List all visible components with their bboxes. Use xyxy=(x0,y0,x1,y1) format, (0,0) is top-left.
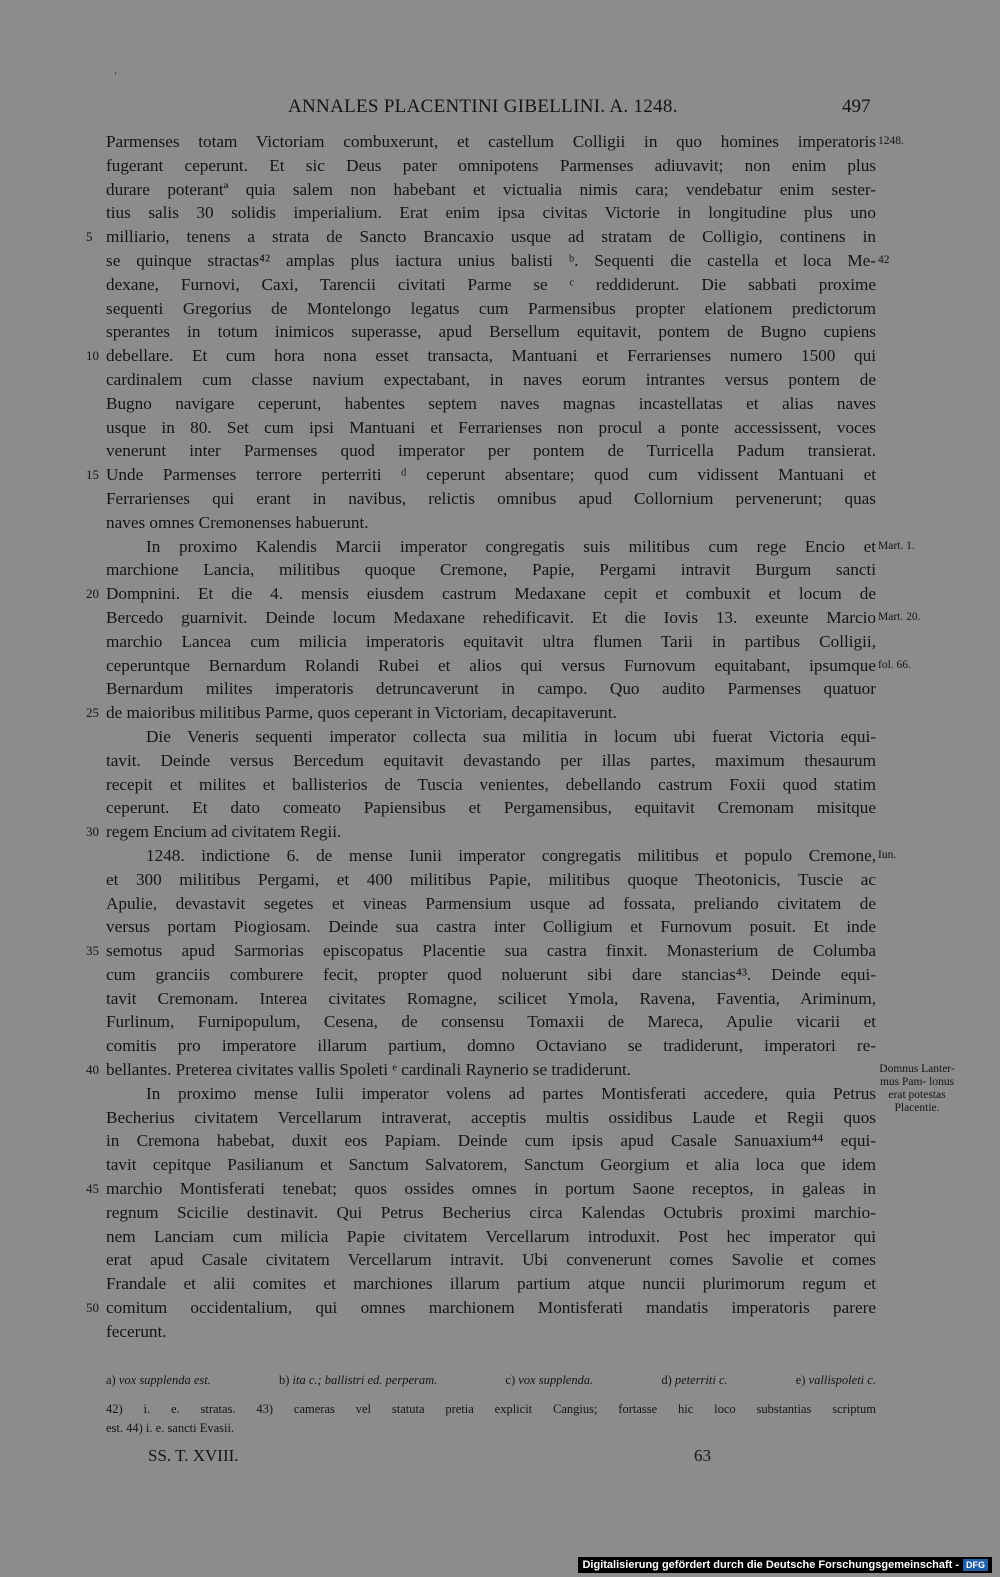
footnote-text: ita c.; ballistri ed. perperam. xyxy=(292,1373,438,1387)
running-head-title: ANNALES PLACENTINI GIBELLINI. A. 1248. xyxy=(288,96,678,117)
line-text: usque in 80. Set cum ipsi Mantuani et Ferrarienses non procul a ponte accessissent, voces xyxy=(106,417,876,437)
line-text: tavit Cremonam. Interea civitates Romagne, scilicet Ymola, Ravena, Faventia, Ariminum, xyxy=(106,988,876,1008)
text-line xyxy=(86,1058,876,1082)
footnote-label: b) xyxy=(278,1373,290,1387)
line-text: milliario, tenens a strata de Sancto Brancaxio usque ad stratam de Colligio, continens in xyxy=(106,227,876,247)
line-text: Ferrarienses qui erant in navibus, relictis omnibus apud Collornium pervenerunt; quas xyxy=(106,488,876,508)
line-text: nem Lanciam cum milicia Papie civitatem Vercellarum introduxit. Post hec imperator qui xyxy=(106,1226,876,1246)
footnote-text: peterriti c. xyxy=(674,1373,728,1387)
text-line xyxy=(86,1177,876,1201)
line-text: tavit cepitque Pasilianum et Sanctum Salvatorem, Sanctum Georgium et alia loca que idem xyxy=(106,1155,876,1175)
text-line xyxy=(106,844,876,868)
line-text: Die Veneris sequenti imperator collecta sua militia in locum ubi fuerat Victoria equi- xyxy=(146,726,876,746)
margin-note: 42 xyxy=(878,254,890,266)
footnote-item xyxy=(505,1370,593,1390)
digitization-credit xyxy=(578,1557,992,1573)
text-line xyxy=(106,297,876,321)
line-text: marchio Lancea cum milicia imperatoris equitavit ultra flumen Tarii in partibus Colligii, xyxy=(106,631,876,651)
footnote-text: vox supplenda. xyxy=(518,1373,594,1387)
text-line xyxy=(106,606,876,630)
line-number: 40 xyxy=(86,1062,99,1078)
line-text: fecerunt. xyxy=(106,1321,167,1341)
text-line xyxy=(106,178,876,202)
text-line xyxy=(106,1225,876,1249)
line-text: venerunt inter Parmenses quod imperator per pontem de Turricella Padum transierat. xyxy=(106,441,876,461)
footnote-item xyxy=(106,1370,211,1390)
line-text: bellantes. Preterea civitates vallis Spoleti ᵉ cardinali Raynerio se tradiderunt. xyxy=(106,1060,632,1080)
margin-note: fol. 66. xyxy=(878,658,911,671)
footnote-label: e) xyxy=(795,1373,806,1387)
margin-note: Mart. 1. xyxy=(878,539,915,552)
text-line xyxy=(106,201,876,225)
line-number: 35 xyxy=(86,943,99,959)
line-text: versus portam Piogiosam. Deinde sua castra inter Colligium et Furnovum posuit. Et inde xyxy=(106,917,876,937)
line-number: 30 xyxy=(86,824,99,840)
line-text: marchio Montisferati tenebat; quos ossides omnes in portum Saone receptos, in galeas in xyxy=(106,1179,876,1199)
text-line xyxy=(106,1010,876,1034)
margin-note: 1248. xyxy=(878,135,904,147)
line-text: in Cremona habebat, duxit eos Papiam. Deinde cum ipsis apud Casale Sanuaxium⁴⁴ equi- xyxy=(106,1131,876,1151)
line-number: 20 xyxy=(86,586,99,602)
text-line xyxy=(106,439,876,463)
text-line xyxy=(106,892,876,916)
line-text: ceperunt. Et dato comeato Papiensibus et Pergamensibus, equitavit Cremonam misitque xyxy=(106,798,876,818)
margin-note: Iun. xyxy=(878,849,897,861)
line-text: Bercedo guarnivit. Deinde locum Medaxane rehedificavit. Et die Iovis 13. exeunte Marcio xyxy=(106,607,876,627)
line-text: cum granciis comburere fecit, propter quod noluerunt sibi dare stancias⁴³. Deinde equi- xyxy=(106,964,876,984)
line-text: Bugno navigare ceperunt, habentes septem naves magnas incastellatas et alias naves xyxy=(106,393,876,413)
text-line xyxy=(106,130,876,154)
text-line xyxy=(106,963,876,987)
text-line xyxy=(106,725,876,749)
text-line xyxy=(86,939,876,963)
line-text: dexane, Furnovi, Caxi, Tarencii civitati Parme se ᶜ reddiderunt. Die sabbati proxime xyxy=(106,274,876,294)
main-text xyxy=(86,130,876,1344)
text-line xyxy=(106,249,876,273)
text-line xyxy=(106,1320,876,1344)
footnote-label: a) xyxy=(106,1373,116,1387)
page-number: 497 xyxy=(842,96,871,117)
numbered-footnote-line: 42) i. e. stratas. 43) cameras vel statuta pretia explicit Cangius; fortasse hic loco substantias scriptum xyxy=(106,1402,876,1416)
line-text: Furlinum, Furnipopulum, Cesena, de consensu Tomaxii de Mareca, Apulie vicarii et xyxy=(106,1012,876,1032)
line-number: 15 xyxy=(86,467,99,483)
text-line xyxy=(86,820,876,844)
text-line xyxy=(106,677,876,701)
line-text: fugerant ceperunt. Et sic Deus pater omnipotens Parmenses adiuvavit; non enim plus xyxy=(106,155,876,175)
line-text: tius salis 30 solidis imperialium. Erat enim ipsa civitas Victorie in longitudine plus uno xyxy=(106,203,876,223)
running-head xyxy=(0,96,1000,120)
line-text: debellare. Et cum hora nona esset transacta, Mantuani et Ferrarienses numero 1500 qui xyxy=(106,346,876,366)
line-text: Dompnini. Et die 4. mensis eiusdem castrum Medaxane cepit et combuxit et locum de xyxy=(106,584,876,604)
line-text: In proximo mense Iulii imperator volens ad partes Montisferati accedere, quia Petrus xyxy=(146,1083,876,1103)
letter-footnotes xyxy=(106,1370,876,1390)
footnote-text: vallispoleti c. xyxy=(808,1373,876,1387)
text-line xyxy=(106,1106,876,1130)
line-text: et 300 militibus Pergami, et 400 militibus Papie, militibus quoque Theotonicis, Tuscie ac xyxy=(106,869,876,889)
line-text: comitum occidentalium, qui omnes marchionem Montisferati mandatis imperatoris parere xyxy=(106,1298,876,1318)
footnote-text: vox supplenda est. xyxy=(118,1373,211,1387)
line-text: ceperuntque Bernardum Rolandi Rubei et alios qui versus Furnovum equitabant, ipsumque xyxy=(106,655,876,675)
line-text: comitis pro imperatore illarum partium, domno Octaviano se tradiderunt, imperatori re- xyxy=(106,1036,876,1056)
line-number: 25 xyxy=(86,705,99,721)
text-line xyxy=(106,1272,876,1296)
text-line xyxy=(106,773,876,797)
line-number: 5 xyxy=(86,229,93,245)
line-text: 1248. indictione 6. de mense Iunii imperator congregatis militibus et populo Cremone, xyxy=(146,845,876,865)
text-line xyxy=(106,796,876,820)
text-line xyxy=(86,582,876,606)
line-text: In proximo Kalendis Marcii imperator congregatis suis militibus cum rege Encio et xyxy=(146,536,876,556)
text-line xyxy=(106,1082,876,1106)
text-line xyxy=(106,915,876,939)
footnotes xyxy=(106,1370,876,1438)
line-text: regnum Scicilie destinavit. Qui Petrus Becherius circa Kalendas Octubris proximi marchio- xyxy=(106,1202,876,1222)
line-text: Becherius civitatem Vercellarum intraverat, acceptis multis ossidibus Laude et Regii quos xyxy=(106,1107,876,1127)
text-line xyxy=(106,987,876,1011)
text-line xyxy=(86,701,876,725)
line-text: Bernardum milites imperatoris detruncaverunt in campo. Quo audito Parmenses quatuor xyxy=(106,679,876,699)
line-text: semotus apud Sarmorias episcopatus Placentie sua castra finxit. Monasterium de Columba xyxy=(106,941,876,961)
text-line xyxy=(106,1153,876,1177)
text-line xyxy=(106,749,876,773)
text-line xyxy=(106,368,876,392)
text-line xyxy=(106,487,876,511)
volume-signature: SS. T. XVIII. xyxy=(148,1446,239,1465)
text-line xyxy=(86,1296,876,1320)
line-text: Apulie, devastavit segetes et vineas Parmensium usque ad fossata, preliando civitatem de xyxy=(106,893,876,913)
line-text: cardinalem cum classe navium expectabant, in naves eorum intrantes versus pontem de xyxy=(106,369,876,389)
text-line xyxy=(86,463,876,487)
footnote-label: c) xyxy=(505,1373,516,1387)
scan-speck xyxy=(115,72,116,75)
line-text: regem Encium ad civitatem Regii. xyxy=(106,822,342,842)
text-line xyxy=(106,1201,876,1225)
text-line xyxy=(106,1129,876,1153)
text-line xyxy=(106,654,876,678)
line-number: 10 xyxy=(86,348,99,364)
text-line xyxy=(106,1034,876,1058)
dfg-logo-icon: DFG xyxy=(963,1559,988,1571)
sheet-number: 63 xyxy=(694,1446,711,1465)
text-line xyxy=(106,273,876,297)
line-text: sequenti Gregorius de Montelongo legatus cum Parmensibus propter elationem predictorum xyxy=(106,298,876,318)
line-text: marchione Lancia, militibus quoque Cremone, Papie, Pergami intravit Burgum sancti xyxy=(106,560,876,580)
credit-text: Digitalisierung gefördert durch die Deutsche Forschungsgemeinschaft - xyxy=(582,1559,959,1571)
text-line xyxy=(106,535,876,559)
footnote-item xyxy=(796,1370,876,1390)
text-line xyxy=(106,868,876,892)
text-line xyxy=(106,416,876,440)
text-line xyxy=(106,558,876,582)
text-line xyxy=(106,320,876,344)
numbered-footnotes xyxy=(106,1400,876,1438)
text-line xyxy=(106,1248,876,1272)
line-text: Unde Parmenses terrore perterriti ᵈ ceperunt absentare; quod cum vidissent Mantuani et xyxy=(106,465,876,485)
text-line xyxy=(86,344,876,368)
text-line xyxy=(106,154,876,178)
footnote-label: d) xyxy=(661,1373,672,1387)
line-text: Parmenses totam Victoriam combuxerunt, et castellum Colligii in quo homines imperatoris xyxy=(106,132,876,151)
line-text: durare poterantª quia salem non habebant et victualia nimis cara; vendebatur enim sester- xyxy=(106,179,876,199)
text-line xyxy=(86,225,876,249)
line-number: 50 xyxy=(86,1300,99,1316)
numbered-footnote-line: est. 44) i. e. sancti Evasii. xyxy=(106,1421,235,1435)
footnote-item xyxy=(661,1370,727,1390)
margin-note: Mart. 20. xyxy=(878,611,921,623)
line-text: Frandale et alii comites et marchiones illarum partium atque nuncii plurimorum regum et xyxy=(106,1274,876,1294)
footnote-item xyxy=(279,1370,437,1390)
line-number: 45 xyxy=(86,1181,99,1197)
line-text: erat apud Casale civitatem Vercellarum intravit. Ubi convenerunt comes Savolie et comes xyxy=(106,1250,876,1270)
line-text: recepit et milites et ballisterios de Tuscia venientes, debellando castrum Foxii quod statim xyxy=(106,774,876,794)
margin-note: Domnus Lanter- mus Pam- lonus erat potestas Placentie. xyxy=(879,1063,955,1115)
text-line xyxy=(106,392,876,416)
line-text: sperantes in totum inimicos superasse, apud Bersellum equitavit, pontem de Bugno cupiens xyxy=(106,322,876,342)
text-line xyxy=(106,630,876,654)
text-line xyxy=(106,511,876,535)
line-text: de maioribus militibus Parme, quos ceperant in Victoriam, decapitaverunt. xyxy=(106,703,617,723)
line-text: naves omnes Cremonenses habuerunt. xyxy=(106,512,369,532)
line-text: tavit. Deinde versus Bercedum equitavit devastando per illas partes, maximum thesaurum xyxy=(106,750,876,770)
line-text: se quinque stractas⁴² amplas plus iactura unius balisti ᵇ. Sequenti die castella et loca Me- xyxy=(106,250,876,270)
